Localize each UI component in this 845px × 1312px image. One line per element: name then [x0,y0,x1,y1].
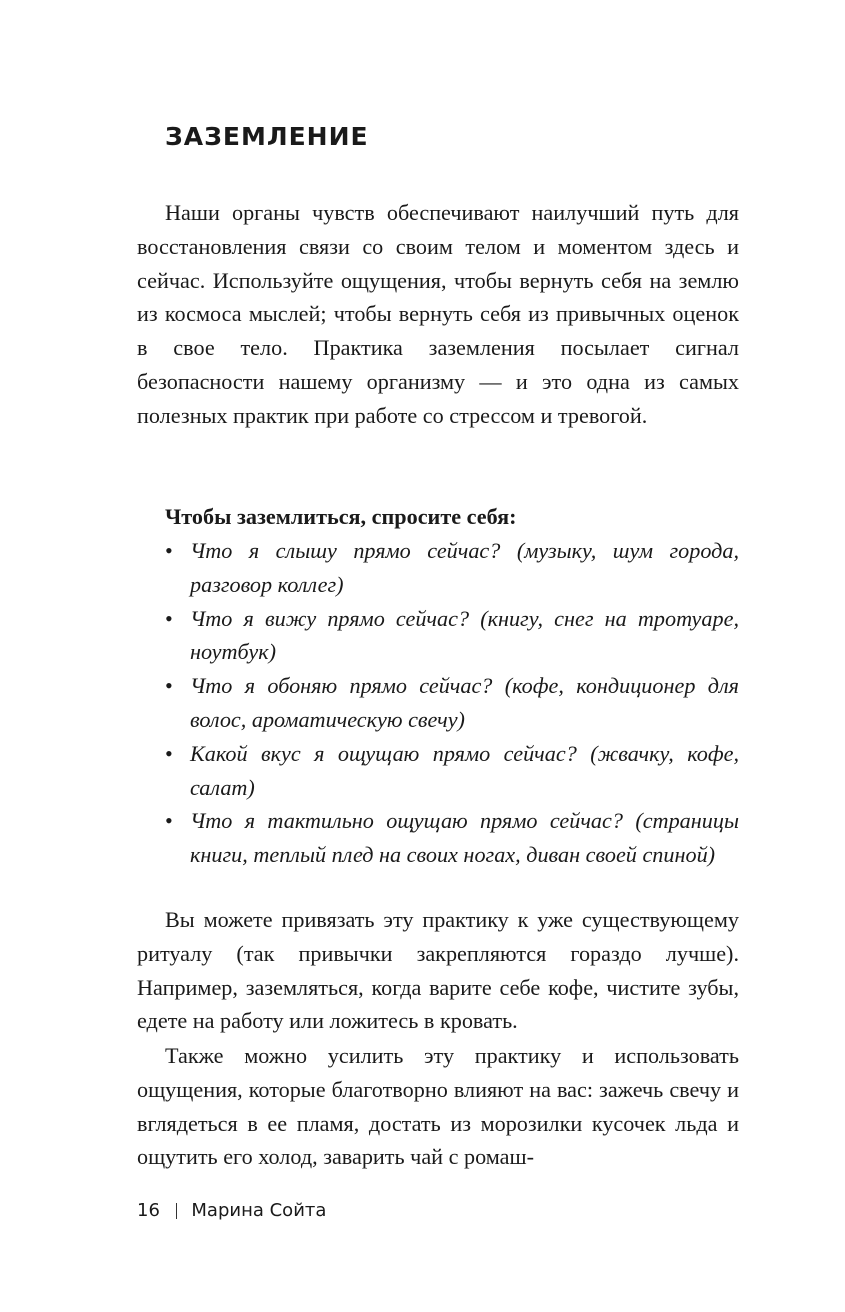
page-footer [137,1200,326,1221]
bullet-icon: • [165,673,173,699]
list-item-text: Какой вкус я ощущаю прямо сейчас? (жвачку, кофе, салат) [190,740,739,800]
paragraph-enhance: Также можно усилить эту практику и использовать ощущения, которые благотворно влияют на вас: зажечь свечу и вглядеться в ее пламя, достать из морозилки кусочек льда и ощутить его холод, заварить чай с ромаш- [137,1043,739,1170]
paragraph-intro: Наши органы чувств обеспечивают наилучший путь для восстановления связи со своим телом и моментом здесь и сейчас. Используйте ощущения, чтобы вернуть себя на землю из космоса мыслей; чтобы вернуть себя из привычных оценок в свое тело. Практика заземления посылает сигнал безопасности нашему организму — и это одна из самых полезных практик при работе со стрессом и тревогой. [137,200,739,428]
bullet-icon: • [165,740,173,766]
list-item-text: Что я вижу прямо сейчас? (книгу, снег на тротуаре, ноутбук) [190,605,739,665]
page-number: 16 [137,1200,160,1221]
list-item [165,669,739,737]
bullet-icon: • [165,808,173,834]
list-item [165,602,739,670]
list-item [165,737,739,805]
section-heading: ЗАЗЕМЛЕНИЕ [165,122,369,151]
list-item-text: Что я слышу прямо сейчас? (музыку, шум города, разговор коллег) [190,538,739,597]
bullet-icon: • [165,538,173,563]
list-item-text: Что я обоняю прямо сейчас? (кофе, кондиционер для волос, ароматическую свечу) [190,673,739,732]
list-item [165,534,739,602]
paragraph-ritual: Вы можете привязать эту практику к уже существующему ритуалу (так привычки закрепляются гораздо лучше). Например, заземляться, когда варите себе кофе, чистите зубы, едете на работу или ложитесь в кровать. [137,907,739,1034]
list-lead: Чтобы заземлиться, спросите себя: [165,504,517,529]
list-item [165,804,739,872]
grounding-questions-list [165,534,739,872]
bullet-icon: • [165,605,173,631]
list-item-text: Что я тактильно ощущаю прямо сейчас? (страницы книги, теплый плед на своих ногах, диван своей спиной) [190,808,739,868]
footer-separator [176,1203,178,1219]
author-name: Марина Сойта [191,1200,327,1221]
